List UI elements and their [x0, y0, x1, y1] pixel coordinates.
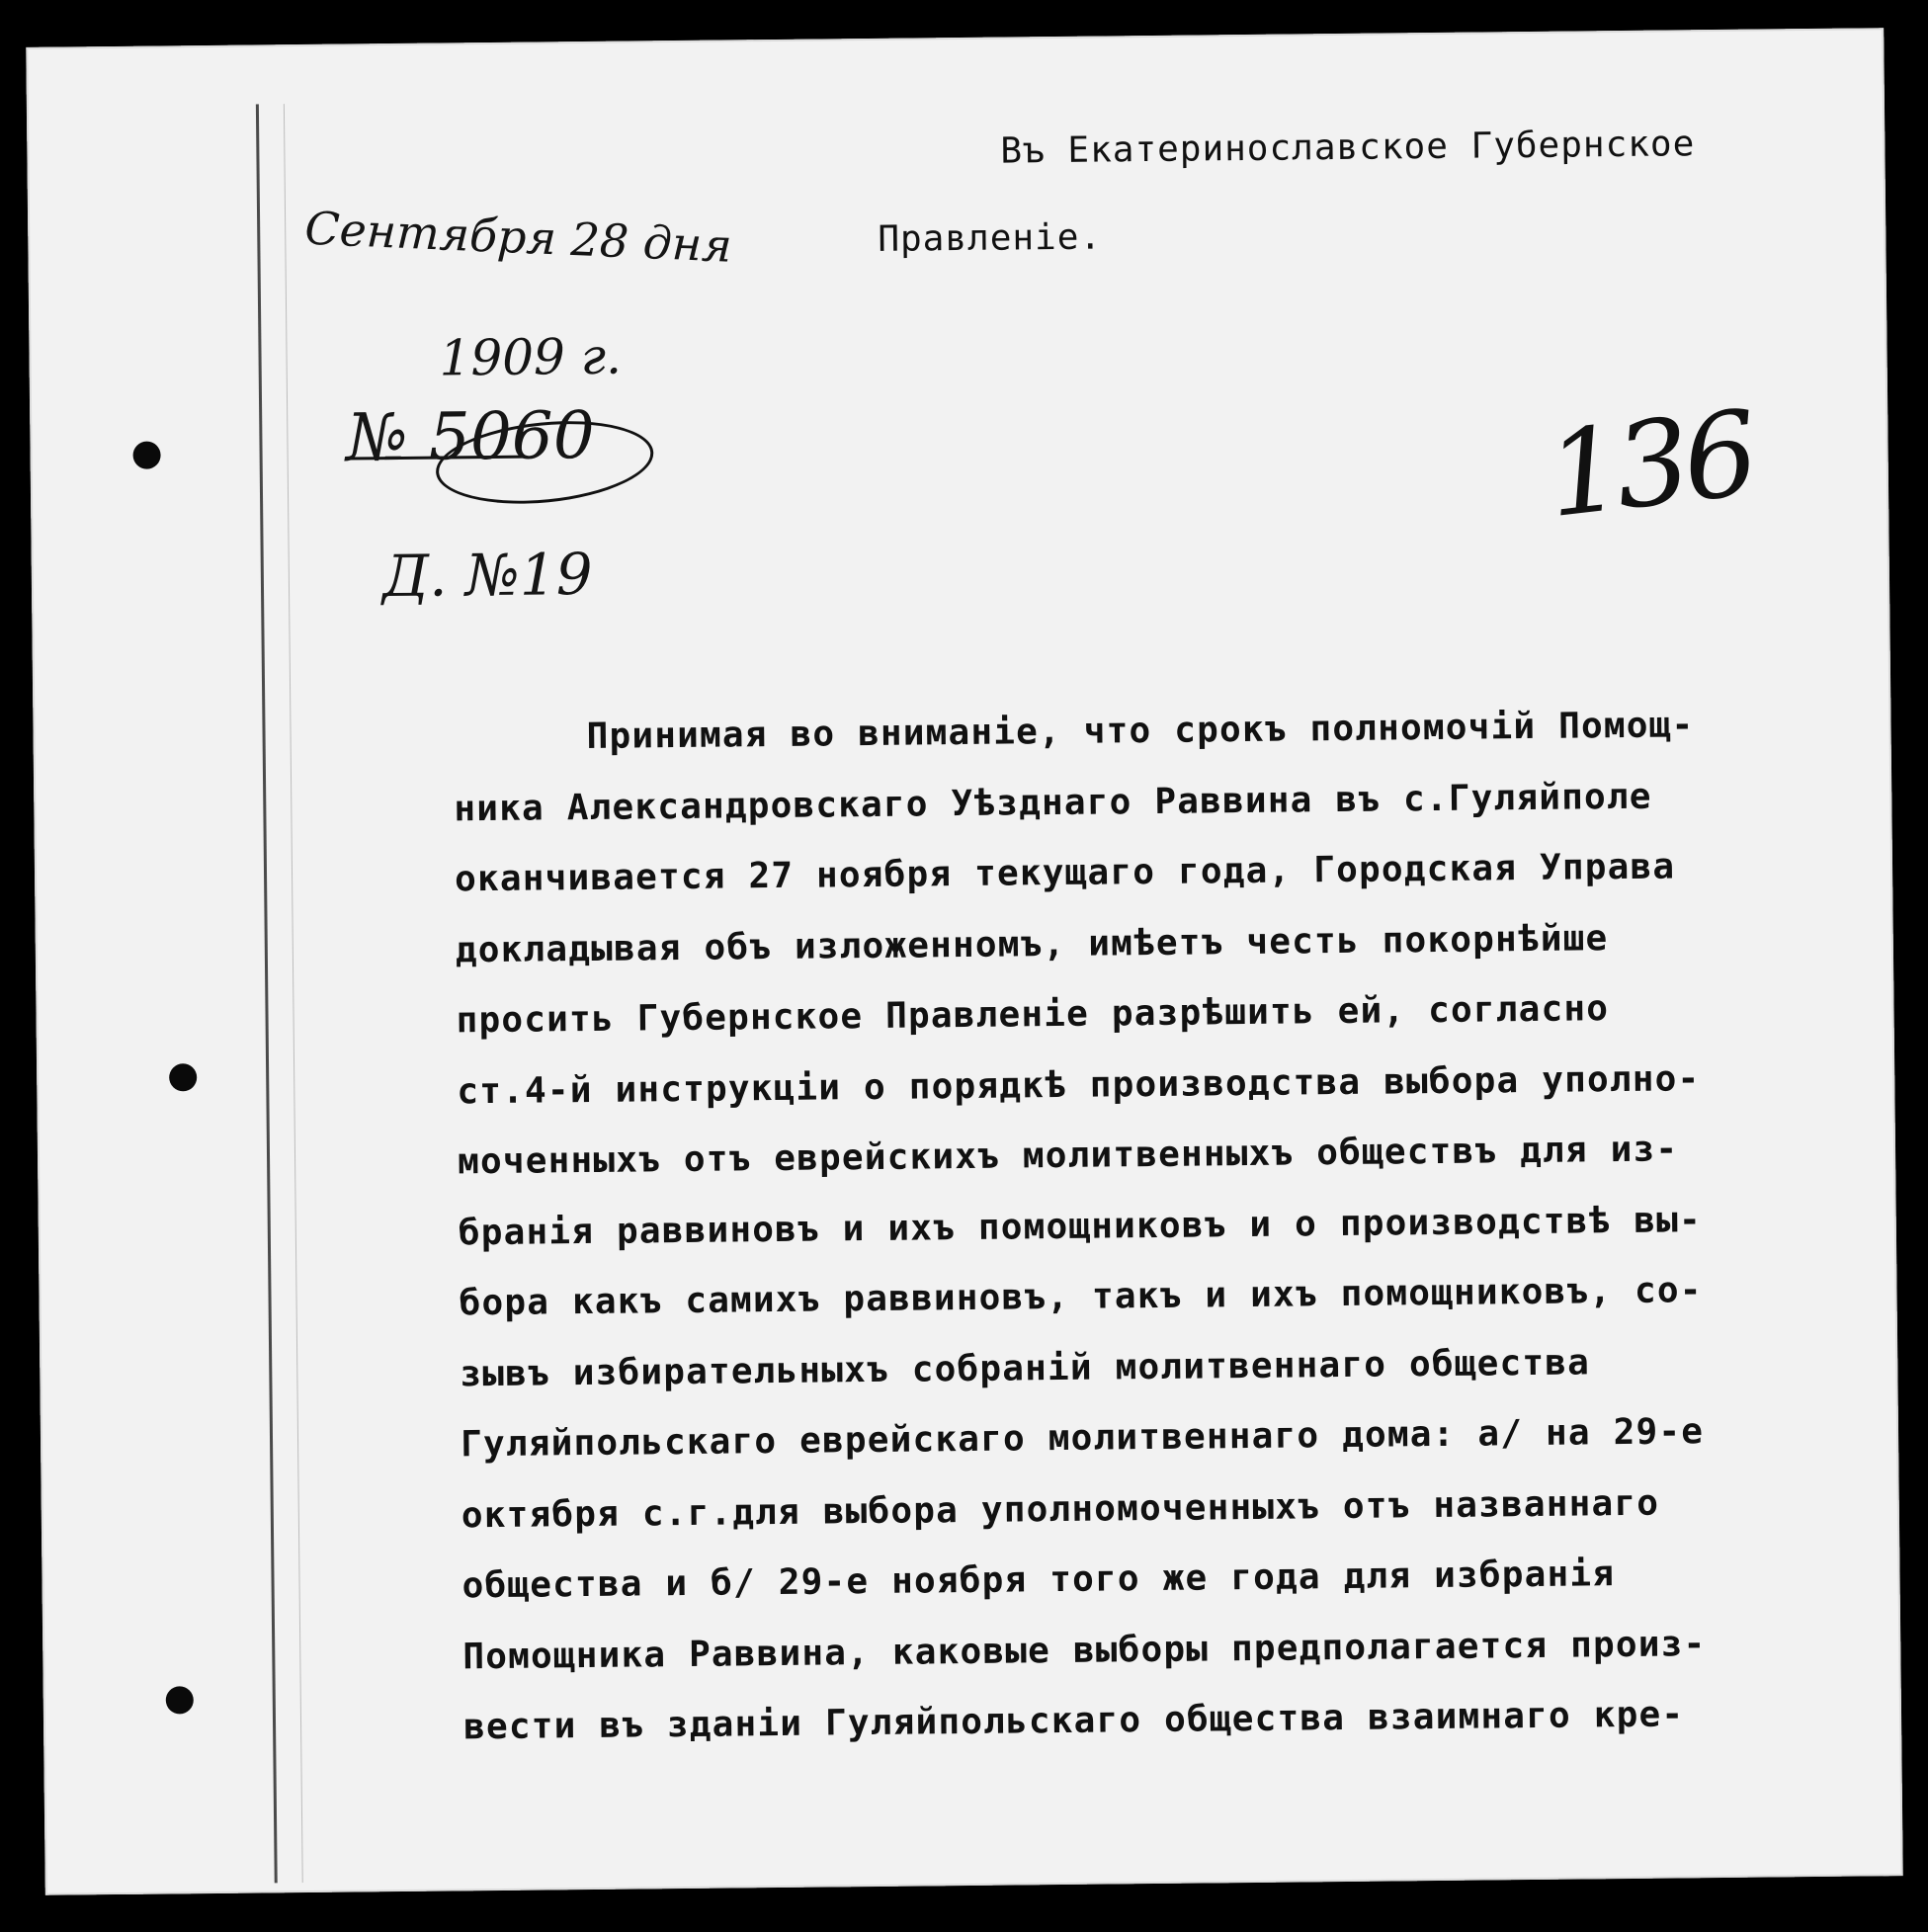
- letter-body: [453, 688, 1877, 1762]
- body-line: моченныхъ отъ еврейскихъ молитвенныхъ обществъ для из-: [457, 1129, 1679, 1183]
- punch-hole: [166, 1686, 194, 1714]
- body-line: Помощника Раввина, каковые выборы предполагается произ-: [462, 1623, 1707, 1677]
- body-line: Гуляйпольскаго еврейскаго молитвеннаго дома: а/ на 29-е: [460, 1411, 1705, 1466]
- handwritten-number: № 5060: [346, 396, 596, 476]
- document-page: [26, 28, 1902, 1895]
- handwritten-year: 1909 г.: [439, 327, 623, 387]
- addressee-line-1: Въ Екатеринославское Губернское: [1000, 124, 1696, 172]
- punch-hole: [132, 441, 160, 468]
- body-line: оканчивается 27 ноября текущаго года, Городская Управа: [454, 846, 1676, 900]
- body-line: бора какъ самихъ раввиновъ, такъ и ихъ помощниковъ, со-: [459, 1270, 1703, 1324]
- margin-line: [256, 104, 278, 1883]
- margin-line-faint: [284, 104, 303, 1883]
- body-line: бранія раввиновъ и ихъ помощниковъ и о производствѣ вы-: [458, 1199, 1703, 1253]
- body-line: вести въ зданіи Гуляйпольскаго общества взаимнаго кре-: [462, 1694, 1685, 1748]
- body-line: общества и б/ 29-е ноября того же года для избранія: [461, 1554, 1616, 1607]
- body-line: докладывая объ изложенномъ, имѣетъ честь покорнѣйше: [455, 917, 1609, 970]
- body-line: октября с.г.для выбора уполномоченныхъ отъ названнаго: [461, 1482, 1660, 1536]
- folio-number: 136: [1540, 384, 1760, 545]
- handwritten-file-reference: Д. №19: [381, 540, 593, 611]
- body-line: зывъ избирательныхъ собраній молитвеннаго общества: [460, 1341, 1591, 1394]
- body-line: ст.4-й инструкціи о порядкѣ производства выбора уполно-: [457, 1057, 1701, 1112]
- body-line: просить Губернское Правленіе разрѣшить ей, согласно: [456, 988, 1610, 1042]
- handwritten-date: Сентября 28 дня: [303, 201, 733, 273]
- punch-hole: [169, 1063, 197, 1091]
- body-line: Принимая во вниманіе, что срокъ полномочій Помощ-: [586, 705, 1695, 757]
- body-line: ника Александровскаго Уѣзднаго Раввина въ с.Гуляйполе: [454, 776, 1652, 829]
- addressee-line-2: Правленіе.: [878, 216, 1103, 260]
